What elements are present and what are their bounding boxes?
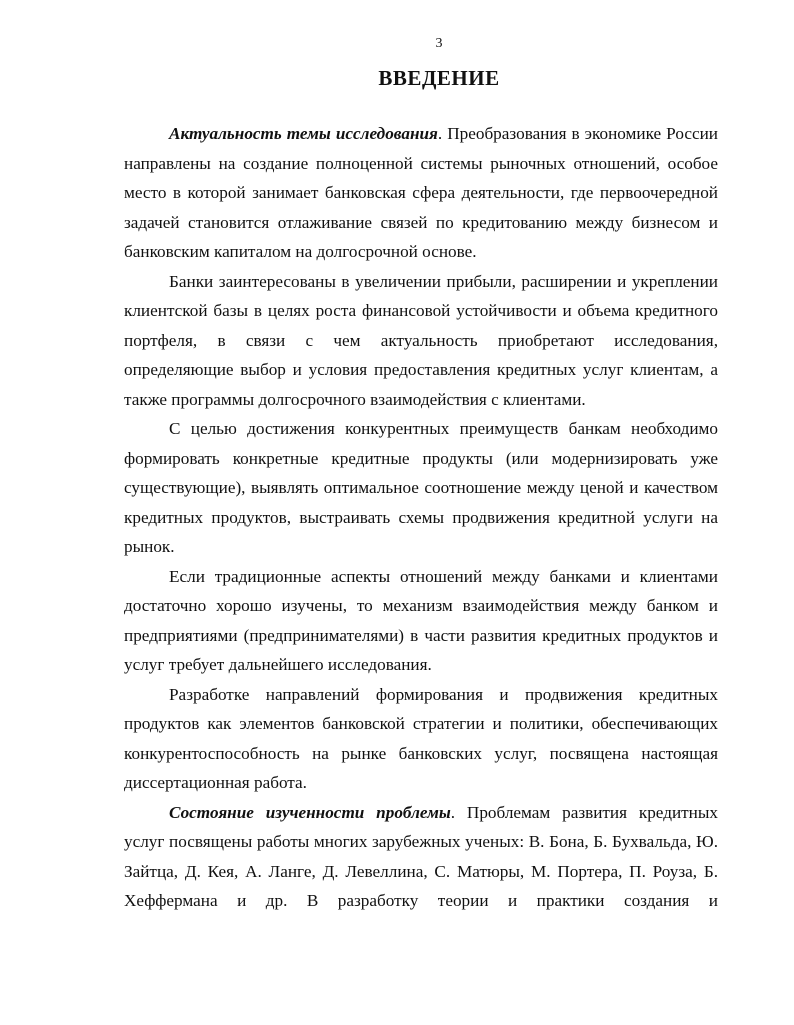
paragraph-relevance xyxy=(124,119,718,267)
page-title: ВВЕДЕНИЕ xyxy=(378,66,500,90)
paragraph-text: Разработке направлений формирования и продвижения кредитных продуктов как элементов банковской стратегии и политики, обеспечивающих конкурентоспособность на рынке банковских услуг, посвящена настоящая диссертационная работа. xyxy=(124,684,718,792)
paragraph-lead: Состояние изученности проблемы xyxy=(169,802,451,822)
paragraph-text: С целью достижения конкурентных преимуществ банкам необходимо формировать конкретные кредитные продукты (или модернизировать уже существующие), выявлять оптимальное соотношение между ценой и качеством кредитных продуктов, выстраивать схемы продвижения кредитной услуги на рынок. xyxy=(124,419,718,556)
paragraph-text: Если традиционные аспекты отношений между банками и клиентами достаточно хорошо изучены, то механизм взаимодействия между банком и предприятиями (предпринимателями) в части развития кредитных продуктов и услуг требует дальнейшего исследования. xyxy=(124,566,718,674)
paragraph-dissertation-purpose xyxy=(124,680,718,798)
paragraph-relations-mechanism xyxy=(124,562,718,680)
paragraph-banks-interest xyxy=(124,267,718,415)
paragraph-text: . Проблемам развития кредитных услуг посвящены работы многих зарубежных ученых: В. Бона, Б. Бухвальда, Ю. Зайтца, Д. Кея, А. Ланге, Д. Левеллина, С. Матюры, М. Портера, П. Роуза, Б. Хеффермана и др. В разработку теории и практики создания и xyxy=(124,802,718,910)
paragraph-state-of-research xyxy=(124,798,718,946)
body-text xyxy=(124,119,718,945)
paragraph-text: . Преобразования в экономике России направлены на создание полноценной системы рыночных отношений, особое место в которой занимает банковская сфера деятельности, где первоочередной задачей становится отлаживание связей по кредитованию между бизнесом и банковским капиталом на долгосрочной основе. xyxy=(124,124,718,261)
paragraph-text: Банки заинтересованы в увеличении прибыли, расширении и укреплении клиентской базы в целях роста финансовой устойчивости и объема кредитного портфеля, в связи с чем актуальность приобретают исследования, определяющие выбор и условия предоставления кредитных услуг клиентам, а также программы долгосрочного взаимодействия с клиентами. xyxy=(124,271,718,409)
paragraph-lead: Актуальность темы исследования xyxy=(169,124,438,143)
page-number: 3 xyxy=(435,36,443,51)
paragraph-competitive-advantage xyxy=(124,414,718,562)
